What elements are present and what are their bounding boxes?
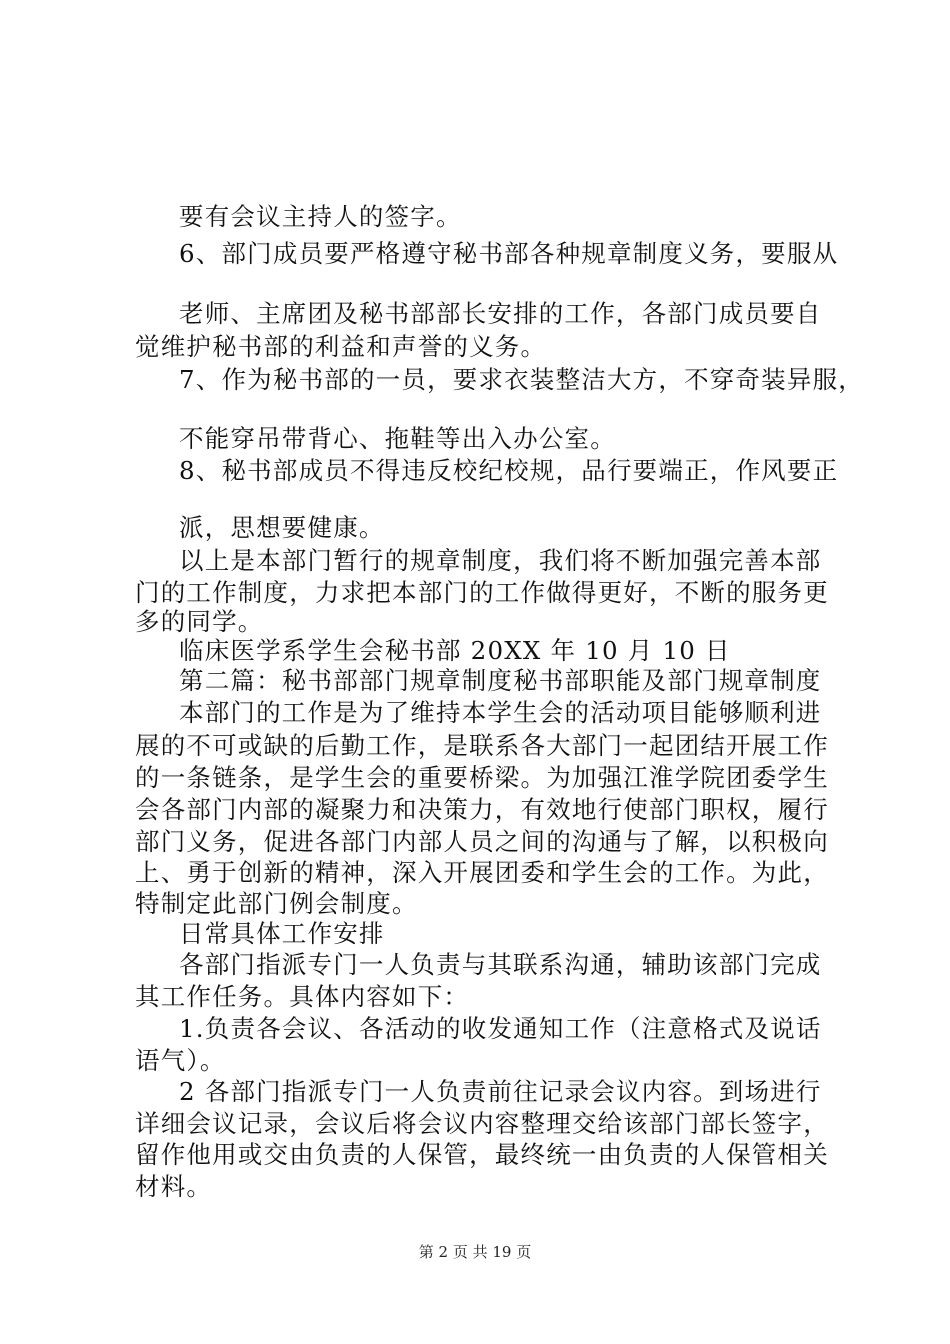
text-line: 以上是本部门暂行的规章制度，我们将不断加强完善本部 xyxy=(179,546,822,575)
text-line: 部门义务，促进各部门内部人员之间的沟通与了解，以积极向 xyxy=(135,827,829,856)
text-line: 不能穿吊带背心、拖鞋等出入办公室。 xyxy=(179,424,616,453)
text-line: 1.负责各会议、各活动的收发通知工作（注意格式及说话 xyxy=(179,1014,822,1043)
text-line: 7、作为秘书部的一员，要求衣装整洁大方，不穿奇装异服， xyxy=(179,365,864,394)
signature-line: 临床医学系学生会秘书部 20XX 年 10 月 10 日 xyxy=(179,636,731,665)
text-line: 各部门指派专门一人负责与其联系沟通，辅助该部门完成 xyxy=(179,950,822,979)
section-title: 第二篇：秘书部部门规章制度秘书部职能及部门规章制度 xyxy=(179,666,822,695)
text-line: 留作他用或交由负责的人保管，最终统一由负责的人保管相关 xyxy=(135,1140,829,1169)
text-line: 派，思想要健康。 xyxy=(179,513,385,542)
subheading: 日常具体工作安排 xyxy=(179,919,385,948)
text-line: 要有会议主持人的签字。 xyxy=(179,202,462,231)
text-line: 8、秘书部成员不得违反校纪校规，品行要端正，作风要正 xyxy=(179,456,839,485)
text-line: 2 各部门指派专门一人负责前往记录会议内容。到场进行 xyxy=(179,1077,822,1106)
text-line: 详细会议记录，会议后将会议内容整理交给该部门部长签字， xyxy=(135,1109,829,1138)
text-line: 6、部门成员要严格遵守秘书部各种规章制度义务，要服从 xyxy=(179,239,839,268)
text-line: 上、勇于创新的精神，深入开展团委和学生会的工作。为此， xyxy=(135,858,829,887)
text-line: 会各部门内部的凝聚力和决策力，有效地行使部门职权，履行 xyxy=(135,795,829,824)
text-line: 特制定此部门例会制度。 xyxy=(135,889,418,918)
text-line: 其工作任务。具体内容如下： xyxy=(135,982,470,1011)
text-line: 材料。 xyxy=(135,1172,213,1201)
text-line: 语气）。 xyxy=(135,1046,226,1075)
text-line: 的一条链条，是学生会的重要桥梁。为加强江淮学院团委学生 xyxy=(135,763,829,792)
text-line: 多的同学。 xyxy=(135,607,264,636)
text-line: 老师、主席团及秘书部部长安排的工作，各部门成员要自 xyxy=(179,299,822,328)
page-number: 第 2 页 共 19 页 xyxy=(418,1243,532,1261)
text-line: 觉维护秘书部的利益和声誉的义务。 xyxy=(135,332,547,361)
text-line: 本部门的工作是为了维持本学生会的活动项目能够顺利进 xyxy=(179,698,822,727)
text-line: 门的工作制度，力求把本部门的工作做得更好，不断的服务更 xyxy=(135,578,829,607)
text-line: 展的不可或缺的后勤工作，是联系各大部门一起团结开展工作 xyxy=(135,731,829,760)
